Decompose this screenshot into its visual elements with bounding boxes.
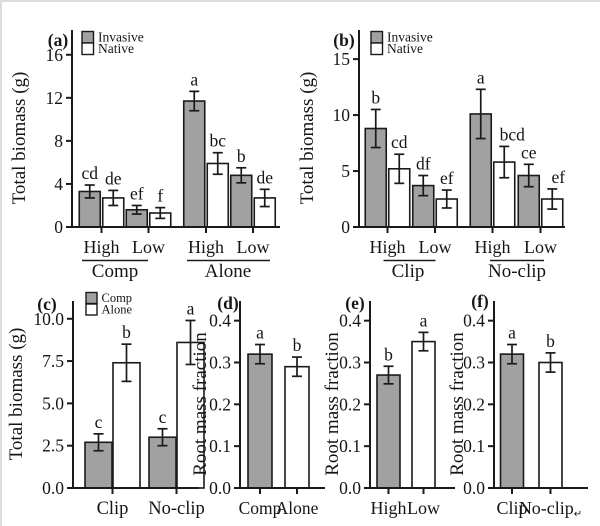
y-axis-title: Total biomass (g) (9, 71, 30, 205)
legend-label: Alone (101, 302, 133, 317)
legend-swatch-Native (82, 43, 94, 55)
y-tick-label: 0.2 (463, 394, 485, 415)
panel-a (9, 30, 280, 283)
sig-letter: bcd (499, 124, 525, 145)
sig-letter: a (186, 298, 195, 319)
sig-letter: b (384, 344, 393, 365)
y-tick-label: 15 (332, 49, 350, 70)
legend-swatch-Alone (86, 304, 97, 315)
sig-letter: df (415, 153, 431, 174)
sig-letter: ef (439, 168, 454, 189)
x-tick-label: Low (524, 237, 557, 257)
y-tick-label: 5 (341, 161, 350, 182)
x-tick-label: No-clip↵ (518, 498, 583, 520)
legend-swatch-Invasive (82, 32, 94, 44)
y-tick-label: 7.5 (42, 351, 64, 372)
y-axis-title: Root mass fraction (447, 332, 468, 476)
y-tick-label: 12 (45, 87, 63, 108)
sig-letter: a (508, 322, 516, 343)
bar-Alone-Alone (285, 367, 309, 488)
sig-letter: b (371, 87, 381, 108)
sig-letter: de (256, 167, 274, 188)
panel-f (447, 291, 588, 520)
y-tick-label: 0.4 (339, 310, 361, 331)
x-tick-label: High (474, 237, 511, 257)
x-tick-label: Clip (496, 498, 528, 518)
x-tick-label: Alone (275, 498, 319, 518)
sig-letter: c (158, 406, 167, 427)
panel-label: (d) (217, 293, 239, 313)
panel-d (190, 293, 325, 518)
panel-c (6, 291, 205, 519)
y-tick-label: 0 (54, 217, 63, 237)
y-tick-label: 0.1 (463, 436, 485, 457)
y-tick-label: 4 (54, 173, 63, 194)
y-tick-label: 10 (332, 105, 350, 126)
panel-label: (c) (37, 294, 57, 314)
sig-letter: ef (551, 166, 566, 187)
legend-label: Invasive (98, 29, 144, 45)
x-tick-label: Clip (96, 499, 129, 519)
x-tick-label: Low (418, 237, 452, 257)
panel-label: (a) (47, 30, 69, 50)
sig-letter: a (256, 322, 264, 343)
x-tick-label: Low (132, 237, 165, 257)
legend-swatch-Native (371, 43, 383, 55)
bar-Clip-Clip (501, 354, 524, 488)
y-tick-label: 2.5 (42, 435, 64, 456)
group-label: Comp (91, 261, 139, 282)
panel-label: (b) (333, 30, 355, 50)
sig-letter: b (236, 145, 246, 166)
y-tick-label: 8 (54, 130, 63, 151)
legend-swatch-Comp (86, 293, 97, 304)
y-tick-label: 5.0 (42, 393, 64, 414)
bar-High-High (377, 375, 400, 488)
y-axis-title: Total biomass (g) (297, 71, 318, 205)
y-tick-label: 0.1 (339, 436, 361, 457)
y-tick-label: 0.4 (209, 310, 231, 331)
sig-letter: b (292, 335, 302, 356)
sig-letter: ef (129, 183, 144, 204)
y-axis-title: Total biomass (g) (6, 327, 27, 461)
sig-letter: a (419, 310, 428, 331)
x-tick-label: Low (407, 498, 440, 518)
y-tick-label: 0.0 (463, 478, 485, 498)
sig-letter: de (104, 168, 122, 189)
group-label: Clip (391, 261, 425, 282)
sig-letter: cd (81, 163, 99, 184)
sig-letter: c (94, 411, 103, 432)
sig-letter: a (190, 69, 199, 90)
panel-e (322, 293, 455, 518)
legend-label: Native (98, 41, 134, 56)
panel-label: (e) (345, 293, 365, 313)
y-tick-label: 10.0 (33, 308, 64, 329)
y-tick-label: 0.1 (209, 436, 231, 457)
x-tick-label: High (369, 237, 406, 257)
legend-label: Invasive (387, 29, 433, 45)
y-tick-label: 16 (45, 44, 63, 65)
panel-b (297, 30, 565, 283)
y-tick-label: 0.2 (209, 394, 231, 415)
figure-svg (2, 2, 600, 526)
legend-label: Comp (101, 291, 133, 305)
group-label: Alone (204, 261, 252, 282)
x-tick-label: Comp (238, 498, 282, 518)
y-tick-label: 0.0 (209, 478, 231, 498)
y-tick-label: 0.0 (339, 478, 361, 498)
bar-Invasive-High (184, 101, 205, 227)
x-tick-label: No-clip (148, 499, 205, 519)
y-tick-label: 0 (341, 217, 350, 237)
group-label: No-clip (487, 261, 547, 282)
x-tick-label: High (83, 237, 120, 257)
sig-letter: b (546, 330, 555, 351)
y-tick-label: 0.0 (42, 478, 64, 498)
sig-letter: bc (209, 130, 227, 151)
sig-letter: a (476, 67, 485, 88)
sig-letter: cd (390, 132, 408, 153)
panel-label: (f) (471, 291, 489, 311)
y-tick-label: 0.3 (209, 352, 231, 373)
y-tick-label: 0.2 (339, 394, 361, 415)
legend-label: Native (387, 41, 423, 56)
y-axis-title: Root mass fraction (190, 332, 211, 476)
bar-Low-Low (412, 342, 435, 488)
x-tick-label: High (370, 498, 407, 518)
x-tick-label: Low (236, 237, 270, 257)
legend-swatch-Invasive (371, 32, 383, 44)
y-tick-label: 0.3 (339, 352, 361, 373)
sig-letter: b (122, 322, 131, 343)
bar-Comp-Comp (248, 354, 272, 488)
x-tick-label: High (188, 237, 224, 257)
y-axis-title: Root mass fraction (322, 332, 343, 476)
sig-letter: ce (520, 142, 537, 163)
y-tick-label: 0.4 (463, 310, 485, 331)
bar-No-clip-No-clip (539, 362, 562, 488)
y-tick-label: 0.3 (463, 352, 485, 373)
sig-letter: f (157, 185, 164, 206)
